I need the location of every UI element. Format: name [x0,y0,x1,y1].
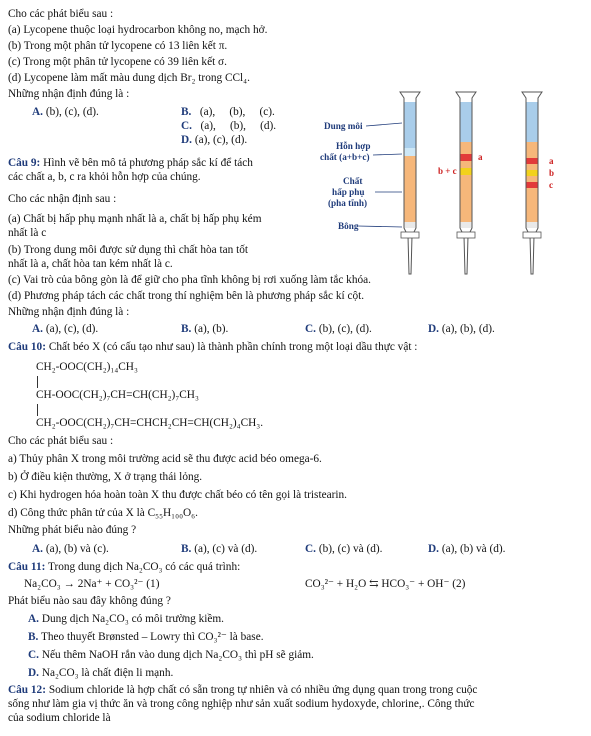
cotton-plug [527,222,538,228]
q9-intro: Cho các nhận định sau : [8,193,117,205]
q11-equation-2: CO₃²⁻ + H₂O ⇆ HCO₃⁻ + OH⁻ (2) [305,578,466,590]
q11-stem [8,561,240,574]
q11-ask: Phát biểu nào sau đây không đúng ? [8,595,171,607]
option-text: (b), (c), (d). [45,106,99,118]
q9-statement-b-line1: (b) Trong dung môi được sử dụng thì chất hòa tan tốt [8,244,249,256]
label-band-a: a [478,152,483,162]
option-text: Nếu thêm NaOH rắn vào dung dịch Na₂CO₃ thì pH sẽ giảm. [41,649,314,661]
q8-statement-c: (c) Trong một phân tử lycopene có 39 liên kết σ. [8,56,227,68]
q11-option-d[interactable] [28,667,173,680]
label-chat: Chất [343,176,363,186]
q10-stem-text: Chất béo X (có cấu tạo như sau) là thành phần chính trong một loại dầu thực vật : [48,341,418,353]
q9-option-b[interactable] [181,323,228,336]
option-text: (a), (b), (d). [441,323,495,335]
option-label: A. [32,106,43,118]
option-label: D. [28,667,39,679]
label-pha-tinh: (pha tĩnh) [328,198,368,208]
label-band-bc: b + c [438,166,457,176]
mixture-band [405,148,416,156]
label-hon-hop: Hỗn hợp [336,141,371,151]
option-text: (a), (b). [194,323,229,335]
pointer-line [358,226,402,227]
label-band-a2: a [549,156,554,166]
band-a [461,154,472,161]
q11-option-a[interactable] [28,613,224,626]
question-number: Câu 10: [8,341,46,353]
q12-line1 [8,684,477,697]
q12-line3: của sodium chloride là [8,712,111,724]
option-text: (a), (c), (d). [45,323,99,335]
label-dung-moi: Dung môi [324,121,363,131]
question-number: Câu 9: [8,157,41,169]
label-band-b: b [549,168,555,178]
option-label: A. [28,613,39,625]
pointer-line [366,123,402,126]
q9-option-a[interactable] [32,323,98,336]
q11-option-b[interactable] [28,631,264,644]
q9-statement-a-line1: (a) Chất bị hấp phụ mạnh nhất là a, chất bị hấp phụ kém [8,213,262,225]
q10-statement-d: d) Công thức phân tử của X là C₅₅H₁₀₀O₆. [8,507,198,519]
option-label: B. [181,106,192,118]
q9-stem-line2: các chất a, b, c ra khỏi hỗn hợp của chúng. [8,171,201,183]
q11-stem-text: Trong dung dịch Na₂CO₃ có các quá trình: [47,561,241,573]
q11-option-c[interactable] [28,649,314,662]
q10-option-a[interactable] [32,543,109,556]
option-text: (b), (c) và (d). [318,543,383,555]
option-label: B. [181,323,192,335]
option-label: C. [28,649,39,661]
q12-text: Sodium chloride là hợp chất có sẵn trong tự nhiên và có nhiều ứng dụng quan trong trong cuộc [48,684,478,696]
label-band-c: c [549,180,553,190]
solvent-layer [405,102,416,148]
q10-statement-c: c) Khi hydrogen hóa hoàn toàn X thu được chất béo có tên gọi là tristearin. [8,489,347,501]
question-number: Câu 11: [8,561,46,573]
q12-line2: sống như làm gia vị thức ăn và trong công nghiệp như sản xuất sodium hydoxyde, chlorine,. Công thức [8,698,475,710]
q8-statement-a: (a) Lycopene thuộc loại hydrocarbon không no, mạch hở. [8,24,268,36]
option-text: Na₂CO₃ là chất điện li mạnh. [41,667,174,679]
option-label: A. [32,323,43,335]
band-b [527,170,538,176]
q10-option-b[interactable] [181,543,257,556]
band-bc [461,168,472,175]
q8-option-c[interactable] [181,120,276,133]
q11-equation-1: Na₂CO₃ → 2Na⁺ + CO₃²⁻ (1) [24,578,160,590]
option-text: (a), (c) và (d). [194,543,258,555]
q10-statement-b: b) Ở điều kiện thường, X ở trạng thái lỏng. [8,471,203,483]
q8-statement-d: (d) Lycopene làm mất màu dung dịch Br₂ trong CCl₄. [8,72,250,84]
q8-option-b[interactable] [181,106,275,119]
option-text: (a), (b) và (d). [441,543,506,555]
q9-stem-line1 [8,157,253,170]
stopcock [523,232,541,238]
chromatography-figure [318,88,586,288]
cotton-plug [461,222,472,228]
option-text: (a), (b) và (c). [45,543,109,555]
bond-line [37,376,38,388]
option-text: (a), (b), (c). [199,106,275,118]
q10-intro: Cho các phát biểu sau : [8,435,114,447]
q8-option-d[interactable] [181,134,247,147]
option-label: B. [28,631,39,643]
q10-option-c[interactable] [305,543,382,556]
q9-option-d[interactable] [428,323,495,336]
q9-statement-b-line2: nhất là a, chất hòa tan kém nhất là c. [8,258,173,270]
option-text: Theo thuyết Brønsted – Lowry thì CO₃²⁻ là base. [40,631,264,643]
q10-formula-line3: CH₂-OOC(CH₂)₇CH=CHCH₂CH=CH(CH₂)₄CH₃. [36,417,264,429]
pointer-line [373,154,402,155]
option-label: C. [305,543,316,555]
option-label: A. [32,543,43,555]
q9-ask: Những nhận định đúng là : [8,306,130,318]
option-label: C. [305,323,316,335]
question-number: Câu 12: [8,684,46,696]
q9-stem-text: Hình vẽ bên mô tả phương pháp sắc kí để tách [43,157,253,169]
q10-ask: Những phát biểu nào đúng ? [8,524,137,536]
column-3 [522,92,554,274]
q10-stem [8,341,417,354]
q8-option-a[interactable] [32,106,99,119]
option-text: (a), (c), (d). [194,134,248,146]
option-text: (a), (b), (d). [200,120,277,132]
band-a [527,158,538,164]
option-label: B. [181,543,192,555]
solvent-layer [461,102,472,142]
q8-ask: Những nhận định đúng là : [8,88,130,100]
option-label: D. [428,543,439,555]
q8-intro: Cho các phát biểu sau : [8,8,114,20]
q9-statement-c: (c) Vai trò của bông gòn là để giữ cho pha tĩnh không bị rơi xuống làm tắc khóa. [8,274,371,286]
option-label: D. [428,323,439,335]
option-text: Dung dịch Na₂CO₃ có môi trường kiềm. [41,613,224,625]
q9-statement-a-line2: nhất là c [8,227,47,239]
q10-formula-line2: CH-OOC(CH₂)₇CH=CH(CH₂)₇CH₃ [36,389,199,401]
option-label: C. [181,120,192,132]
q10-statement-a: a) Thủy phân X trong môi trường acid sẽ thu được acid béo omega-6. [8,453,322,465]
bond-line [37,404,38,416]
stopcock [457,232,475,238]
label-hap-phu: hấp phụ [332,187,365,197]
label-chat-abc: chất (a+b+c) [320,152,370,162]
stopcock [401,232,419,238]
band-c [527,182,538,188]
cotton-plug [405,222,416,228]
stationary-phase [405,156,416,222]
q8-statement-b: (b) Trong một phân tử lycopene có 13 liên kết π. [8,40,228,52]
q9-statement-d: (d) Phương pháp tách các chất trong thí nghiệm bên là phương pháp sắc kí cột. [8,290,365,302]
column-1 [400,92,420,274]
solvent-layer [527,102,538,142]
option-text: (b), (c), (d). [318,323,372,335]
option-label: D. [181,134,192,146]
label-bong: Bông [338,221,359,231]
column-2 [438,92,483,274]
q9-option-c[interactable] [305,323,372,336]
q10-option-d[interactable] [428,543,505,556]
q10-formula-line1: CH₂-OOC(CH₂)₁₄CH₃ [36,361,138,373]
